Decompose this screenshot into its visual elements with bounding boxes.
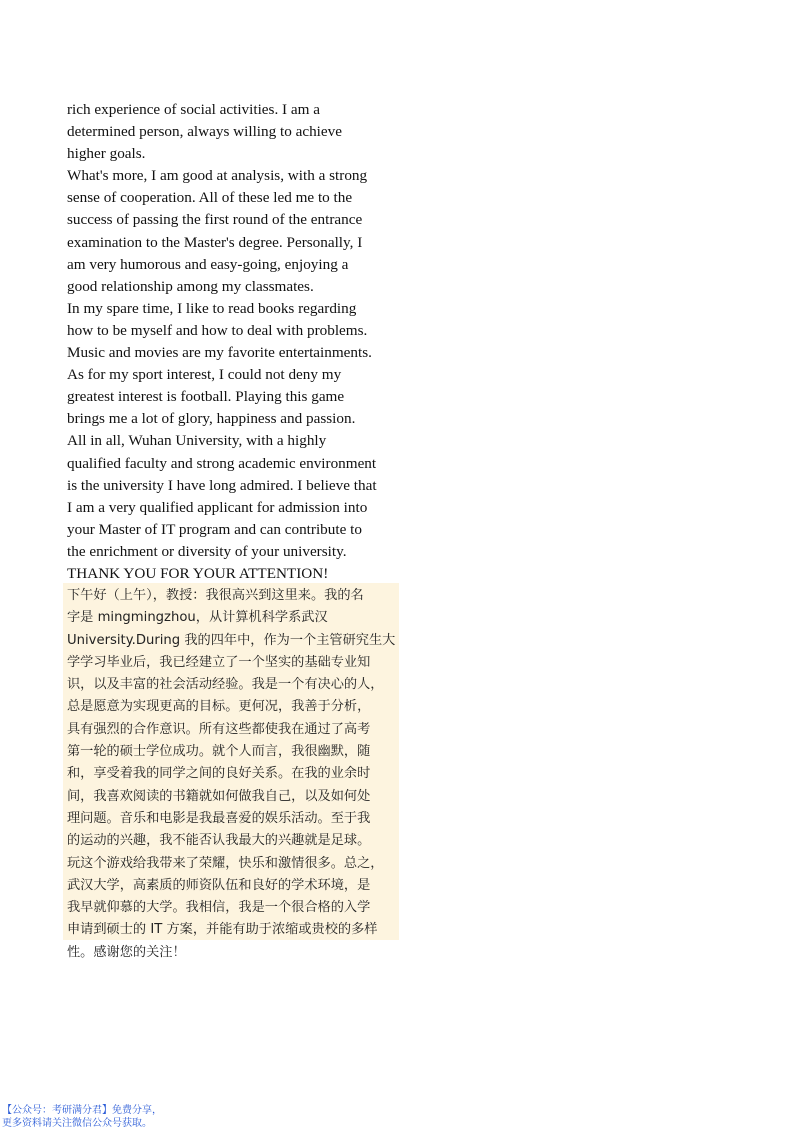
chinese-text-line: 性。感谢您的关注！ <box>67 944 186 960</box>
english-text-line: rich experience of social activities. I am a <box>67 101 321 118</box>
english-text-line: determined person, always willing to achieve <box>67 123 342 141</box>
english-text-line: All in all, Wuhan University, with a highly <box>67 432 327 450</box>
footer-note <box>2 1104 162 1130</box>
chinese-text-line: 玩这个游戏给我带来了荣耀，快乐和激情很多。总之， <box>67 855 384 871</box>
footer-line: 更多资料请关注微信公众号获取。 <box>2 1118 152 1129</box>
english-text-line: how to be myself and how to deal with problems. <box>67 321 368 339</box>
english-text-line: greatest interest is football. Playing this game <box>67 388 345 406</box>
chinese-text-line: 申请到硕士的 IT 方案，并能有助于浓缩或贵校的多样 <box>67 922 378 938</box>
chinese-text-line: 的运动的兴趣，我不能否认我最大的兴趣就是足球。 <box>67 833 371 849</box>
english-text-line: What's more, I am good at analysis, with a strong <box>67 167 368 185</box>
english-text-line: good relationship among my classmates. <box>67 277 314 295</box>
english-text-line: success of passing the first round of the entrance <box>67 211 363 229</box>
chinese-text-line: 识，以及丰富的社会活动经验。我是一个有决心的人， <box>67 677 384 693</box>
english-text-line: your Master of IT program and can contribute to <box>67 520 362 538</box>
chinese-text-line: 间，我喜欢阅读的书籍就如何做我自己，以及如何处 <box>67 788 371 804</box>
chinese-text-line: 总是愿意为实现更高的目标。更何况，我善于分析， <box>67 699 371 715</box>
english-text-line: examination to the Master's degree. Personally, I <box>67 233 363 251</box>
chinese-text-line: 学学习毕业后，我已经建立了一个坚实的基础专业知 <box>67 654 371 670</box>
english-text-line: sense of cooperation. All of these led me to the <box>67 189 353 207</box>
english-text-line: is the university I have long admired. I believe that <box>67 476 377 494</box>
english-text-line: I am a very qualified applicant for admission into <box>67 498 368 516</box>
english-text-line: brings me a lot of glory, happiness and passion. <box>67 410 356 428</box>
english-text-line: am very humorous and easy-going, enjoying a <box>67 255 349 273</box>
english-text-line: the enrichment or diversity of your university. <box>67 542 347 560</box>
chinese-text-line: 第一轮的硕士学位成功。就个人而言，我很幽默，随 <box>67 744 371 760</box>
english-text-block <box>67 99 407 585</box>
chinese-translation-block <box>63 583 399 960</box>
chinese-text-line: 具有强烈的合作意识。所有这些都使我在通过了高考 <box>67 721 371 737</box>
chinese-text-line: University.During 我的四年中，作为一个主管研究生大 <box>67 632 396 648</box>
chinese-text-line: 我早就仰慕的大学。我相信，我是一个很合格的入学 <box>67 900 371 916</box>
chinese-text-line: 和，享受着我的同学之间的良好关系。在我的业余时 <box>67 766 371 782</box>
chinese-text-line: 字是 mingmingzhou，从计算机科学系武汉 <box>67 610 328 626</box>
english-text-line: qualified faculty and strong academic environment <box>67 454 377 472</box>
footer-line: 【公众号：考研满分君】免费分享， <box>2 1105 162 1116</box>
chinese-text-line: 理问题。音乐和电影是我最喜爱的娱乐活动。至于我 <box>67 810 371 826</box>
english-text-line: Music and movies are my favorite entertainments. <box>67 344 372 362</box>
chinese-text-line: 下午好（上午），教授：我很高兴到这里来。我的名 <box>67 588 364 603</box>
english-text-line: THANK YOU FOR YOUR ATTENTION! <box>67 564 329 582</box>
english-text-line: As for my sport interest, I could not deny my <box>67 366 342 384</box>
chinese-text-line: 武汉大学，高素质的师资队伍和良好的学术环境，是 <box>67 877 371 893</box>
english-text-line: In my spare time, I like to read books regarding <box>67 299 357 317</box>
english-text-line: higher goals. <box>67 145 146 163</box>
